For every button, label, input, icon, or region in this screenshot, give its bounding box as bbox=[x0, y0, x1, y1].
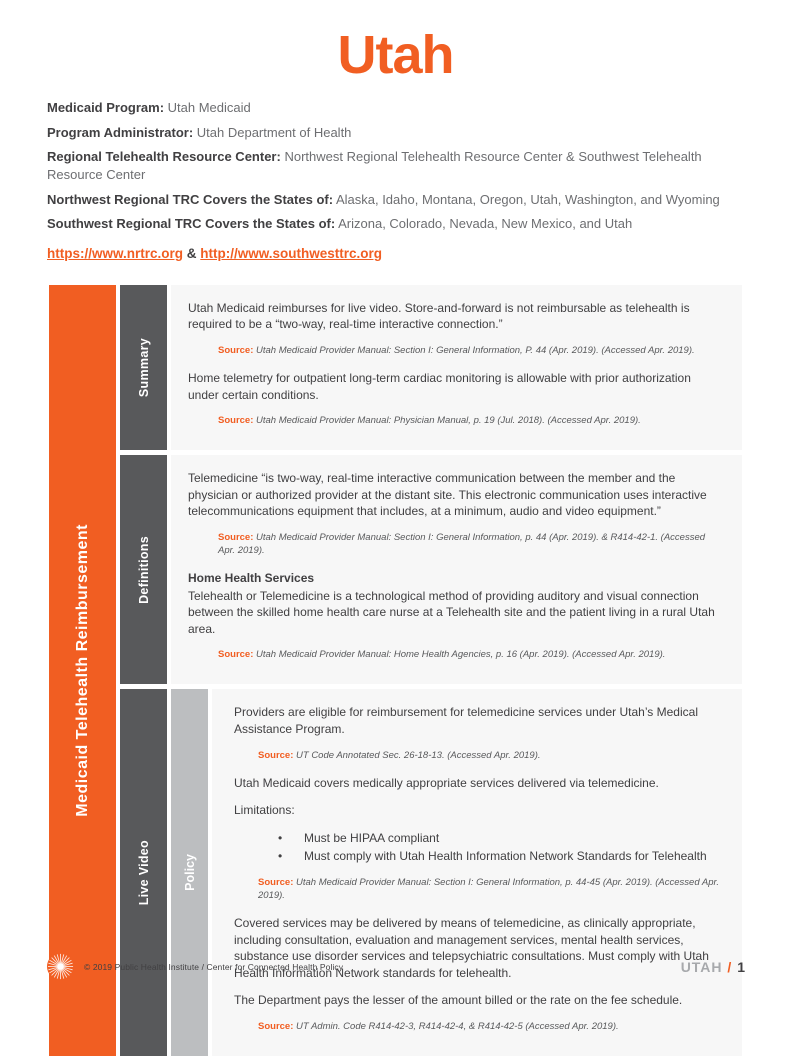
field-program-administrator bbox=[47, 124, 746, 142]
source-line bbox=[258, 749, 722, 762]
paragraph: Providers are eligible for reimbursement for telemedicine services under Utah’s Medical Assistance Program. bbox=[234, 705, 698, 736]
page-title: Utah bbox=[337, 25, 454, 85]
field-value: Northwest Regional Telehealth Resource Center & Southwest Telehealth Resource Center bbox=[47, 149, 702, 183]
reimbursement-sidebar bbox=[49, 285, 116, 1056]
source-label: Source: bbox=[218, 531, 254, 543]
limitations-list bbox=[278, 830, 722, 865]
source-citation: Utah Medicaid Provider Manual: Section I: General Information, p. 44-45 (Apr. 2019). (Accessed Apr. 2019). bbox=[258, 876, 719, 901]
source-label: Source: bbox=[258, 1020, 294, 1032]
source-label: Source: bbox=[218, 415, 254, 427]
source-label: Source: bbox=[218, 649, 254, 661]
source-citation: UT Code Annotated Sec. 26-18-13. (Accessed Apr. 2019). bbox=[296, 749, 541, 761]
summary-tab-label: Summary bbox=[136, 338, 151, 398]
summary-content bbox=[171, 285, 742, 450]
field-label: Regional Telehealth Resource Center: bbox=[47, 149, 281, 165]
field-label: Northwest Regional TRC Covers the States of: bbox=[47, 191, 334, 207]
paragraph: Telehealth or Telemedicine is a technological method of providing auditory and visual connection between the skilled home health care nurse at a Telehealth site and the patient living in a rural Utah area. bbox=[188, 588, 715, 636]
paragraph: Home telemetry for outpatient long-term cardiac monitoring is allowable with prior authorization under certain conditions. bbox=[188, 371, 691, 402]
field-label: Medicaid Program: bbox=[47, 100, 165, 116]
reimbursement-sidebar-label: Medicaid Telehealth Reimbursement bbox=[73, 524, 91, 817]
page-indicator bbox=[681, 959, 746, 975]
page-indicator-state: UTAH bbox=[680, 958, 723, 975]
source-label: Source: bbox=[218, 344, 254, 356]
source-line bbox=[258, 876, 722, 902]
source-line bbox=[218, 414, 722, 427]
field-value: Alaska, Idaho, Montana, Oregon, Utah, Washington, and Wyoming bbox=[335, 191, 720, 207]
source-citation: Utah Medicaid Provider Manual: Section I: General Information, p. 44 (Apr. 2019). & R414-42-1. (Accessed Apr. 2019). bbox=[218, 531, 706, 557]
page-number: 1 bbox=[737, 958, 746, 975]
paragraph: Utah Medicaid covers medically appropriate services delivered via telemedicine. bbox=[234, 775, 659, 790]
source-line bbox=[218, 531, 722, 557]
definitions-tab bbox=[120, 455, 167, 684]
field-value: Utah Department of Health bbox=[196, 124, 352, 140]
definitions-tab-label: Definitions bbox=[136, 535, 151, 604]
field-value: Arizona, Colorado, Nevada, New Mexico, and Utah bbox=[338, 216, 633, 232]
home-health-services-heading: Home Health Services bbox=[188, 571, 315, 586]
page-indicator-separator: / bbox=[727, 958, 733, 975]
live-video-tab bbox=[120, 689, 167, 1055]
source-line bbox=[218, 648, 722, 661]
field-value: Utah Medicaid bbox=[167, 100, 251, 116]
medicaid-reimbursement-table bbox=[49, 285, 742, 1056]
paragraph: Telemedicine “is two-way, real-time interactive communication between the member and the physician or authorized provider at the distant site. This electronic communication uses interactive telecommunications equipment that includes, at a minimum, audio and video equipment.” bbox=[188, 471, 707, 519]
field-label: Southwest Regional TRC Covers the States of: bbox=[47, 216, 336, 232]
field-northwest-trc-states bbox=[47, 191, 746, 209]
field-southwest-trc-states bbox=[47, 215, 746, 233]
live-video-row bbox=[120, 689, 742, 1055]
field-medicaid-program bbox=[47, 99, 746, 117]
bullet-item: • Must be HIPAA compliant bbox=[278, 830, 722, 847]
source-citation: Utah Medicaid Provider Manual: Home Health Agencies, p. 16 (Apr. 2019). (Accessed Apr. 2019). bbox=[256, 649, 666, 661]
live-video-policy-content bbox=[212, 689, 742, 1055]
source-label: Source: bbox=[258, 876, 294, 888]
header-info-block bbox=[47, 99, 746, 263]
summary-row bbox=[120, 285, 742, 450]
source-citation: Utah Medicaid Provider Manual: Section I: General Information, P. 44 (Apr. 2019). (Accessed Apr. 2019). bbox=[256, 344, 695, 356]
policy-tab-label: Policy bbox=[182, 854, 197, 892]
southwesttrc-link[interactable]: http://www.southwesttrc.org bbox=[200, 245, 383, 261]
limitations-label: Limitations: bbox=[234, 803, 295, 818]
definitions-row bbox=[120, 455, 742, 684]
live-video-tab-label: Live Video bbox=[136, 840, 151, 906]
links-separator: & bbox=[186, 245, 197, 261]
resource-links bbox=[47, 245, 746, 263]
source-citation: UT Admin. Code R414-42-3, R414-42-4, & R414-42-5 (Accessed Apr. 2019). bbox=[296, 1020, 619, 1032]
phi-sunburst-logo-icon bbox=[46, 952, 75, 981]
source-citation: Utah Medicaid Provider Manual: Physician Manual, p. 19 (Jul. 2018). (Accessed Apr. 2019). bbox=[256, 415, 641, 427]
paragraph: Covered services may be delivered by means of telemedicine, as clinically appropriate, including consultation, evaluation and management services, mental health services, substance use disorder services and telepsychiatric consultations. Must comply with Utah Health Information Network standards for telehealth. bbox=[234, 916, 709, 980]
policy-tab bbox=[171, 689, 208, 1055]
source-line bbox=[258, 1020, 722, 1033]
paragraph: The Department pays the lesser of the amount billed or the rate on the fee schedule. bbox=[234, 993, 683, 1008]
paragraph: Utah Medicaid reimburses for live video. Store-and-forward is not reimbursable as telehealth is required to be a “two-way, real-time interactive connection.” bbox=[188, 300, 690, 332]
bullet-item: • Must comply with Utah Health Information Network Standards for Telehealth bbox=[278, 848, 722, 865]
summary-tab bbox=[120, 285, 167, 450]
table-rows bbox=[120, 285, 742, 1056]
field-label: Program Administrator: bbox=[47, 124, 194, 140]
source-line bbox=[218, 344, 722, 357]
definitions-content bbox=[171, 455, 742, 684]
page-footer bbox=[46, 952, 746, 981]
nrtrc-link[interactable]: https://www.nrtrc.org bbox=[47, 245, 183, 261]
footer-copyright: © 2019 Public Health Institute / Center for Connected Health Policy bbox=[84, 961, 344, 972]
source-label: Source: bbox=[258, 749, 294, 761]
field-regional-trc bbox=[47, 148, 746, 183]
